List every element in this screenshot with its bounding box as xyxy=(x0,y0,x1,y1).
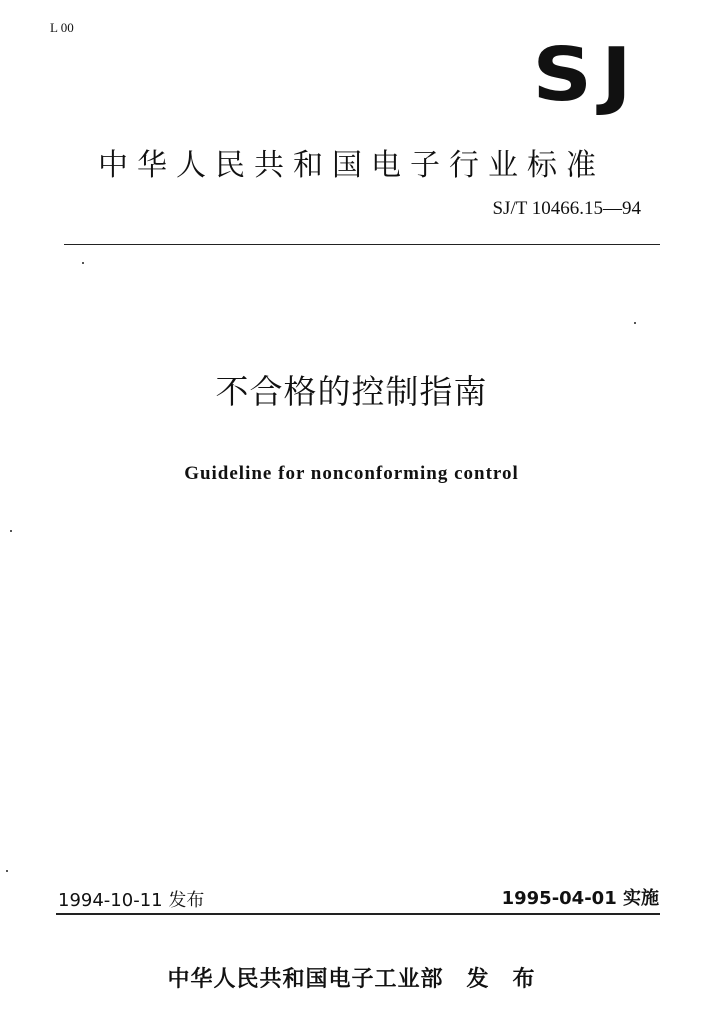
implementation-date: 1995-04-01 实施 xyxy=(501,888,659,909)
standard-category-title: 中华人民共和国电子行业标准 xyxy=(98,148,605,183)
publisher: 中华人民共和国电子工业部 发 布 xyxy=(167,967,536,992)
scan-speck xyxy=(82,262,84,264)
scan-speck xyxy=(6,870,8,872)
footer-divider xyxy=(56,913,660,915)
issue-date: 1994-10-11 发布 xyxy=(58,890,205,911)
scan-speck xyxy=(634,322,636,324)
header-divider xyxy=(64,244,660,245)
document-title-chinese: 不合格的控制指南 xyxy=(215,372,488,411)
standard-number: SJ/T 10466.15—94 xyxy=(492,198,641,219)
scan-speck xyxy=(10,530,12,532)
document-title-english: Guideline for nonconforming control xyxy=(184,463,519,484)
classification-code: L 00 xyxy=(50,20,74,35)
sj-logo: SJ xyxy=(532,32,641,118)
